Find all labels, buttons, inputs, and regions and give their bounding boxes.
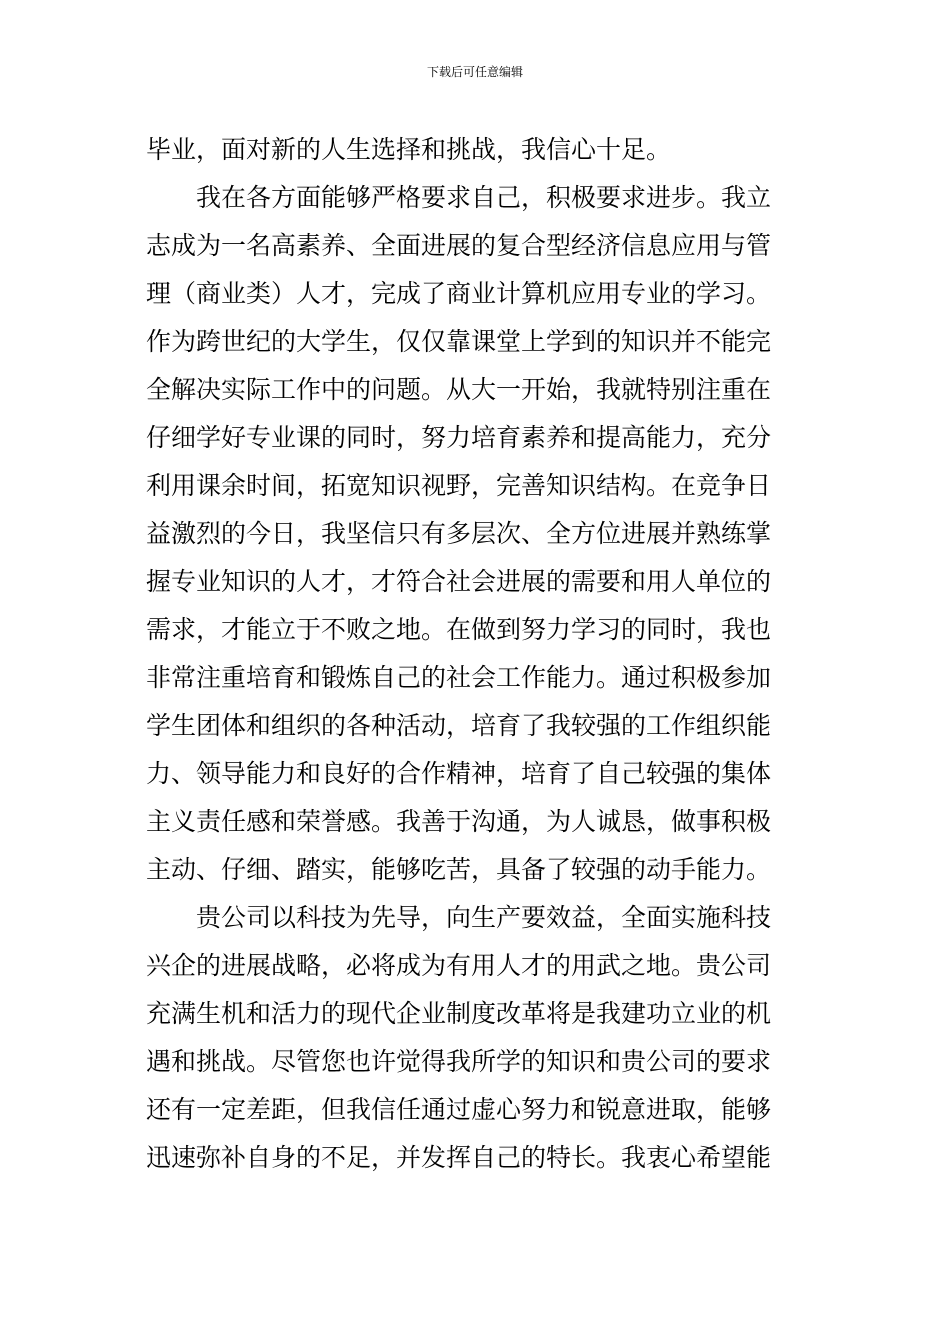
text-line: 志成为一名高素养、全面进展的复合型经济信息应用与管 bbox=[146, 231, 772, 260]
text-line: 毕业，面对新的人生选择和挑战，我信心十足。 bbox=[146, 135, 672, 164]
text-line: 学生团体和组织的各种活动，培育了我较强的工作组织能 bbox=[146, 711, 772, 740]
text-line: 充满生机和活力的现代企业制度改革将是我建功立业的机 bbox=[146, 999, 772, 1028]
text-line: 全解决实际工作中的问题。从大一开始，我就特别注重在 bbox=[146, 375, 772, 404]
text-line: 迅速弥补自身的不足，并发挥自己的特长。我衷心希望能 bbox=[146, 1143, 772, 1172]
text-line: 主动、仔细、踏实，能够吃苦，具备了较强的动手能力。 bbox=[146, 855, 772, 884]
text-line: 益激烈的今日，我坚信只有多层次、全方位进展并熟练掌 bbox=[146, 519, 772, 548]
text-line: 握专业知识的人才，才符合社会进展的需要和用人单位的 bbox=[146, 567, 772, 596]
text-line: 理（商业类）人才，完成了商业计算机应用专业的学习。 bbox=[146, 279, 772, 308]
paragraph-first-line: 贵公司以科技为先导，向生产要效益，全面实施科技 bbox=[196, 903, 772, 932]
text-line: 遇和挑战。尽管您也许觉得我所学的知识和贵公司的要求 bbox=[146, 1047, 772, 1076]
text-line: 力、领导能力和良好的合作精神，培育了自己较强的集体 bbox=[146, 759, 772, 788]
text-line: 还有一定差距，但我信任通过虚心努力和锐意进取，能够 bbox=[146, 1095, 772, 1124]
page-header: 下载后可任意编辑 bbox=[426, 65, 523, 79]
text-line: 作为跨世纪的大学生，仅仅靠课堂上学到的知识并不能完 bbox=[146, 327, 772, 356]
paragraph-first-line: 我在各方面能够严格要求自己，积极要求进步。我立 bbox=[196, 183, 772, 212]
body-text bbox=[146, 126, 808, 1182]
text-line: 需求，才能立于不败之地。在做到努力学习的同时，我也 bbox=[146, 615, 772, 644]
text-line: 非常注重培育和锻炼自己的社会工作能力。通过积极参加 bbox=[146, 663, 772, 692]
text-line: 主义责任感和荣誉感。我善于沟通，为人诚恳，做事积极 bbox=[146, 807, 772, 836]
text-line: 仔细学好专业课的同时，努力培育素养和提高能力，充分 bbox=[146, 423, 772, 452]
text-line: 兴企的进展战略，必将成为有用人才的用武之地。贵公司 bbox=[146, 951, 772, 980]
text-line: 利用课余时间，拓宽知识视野，完善知识结构。在竞争日 bbox=[146, 471, 772, 500]
